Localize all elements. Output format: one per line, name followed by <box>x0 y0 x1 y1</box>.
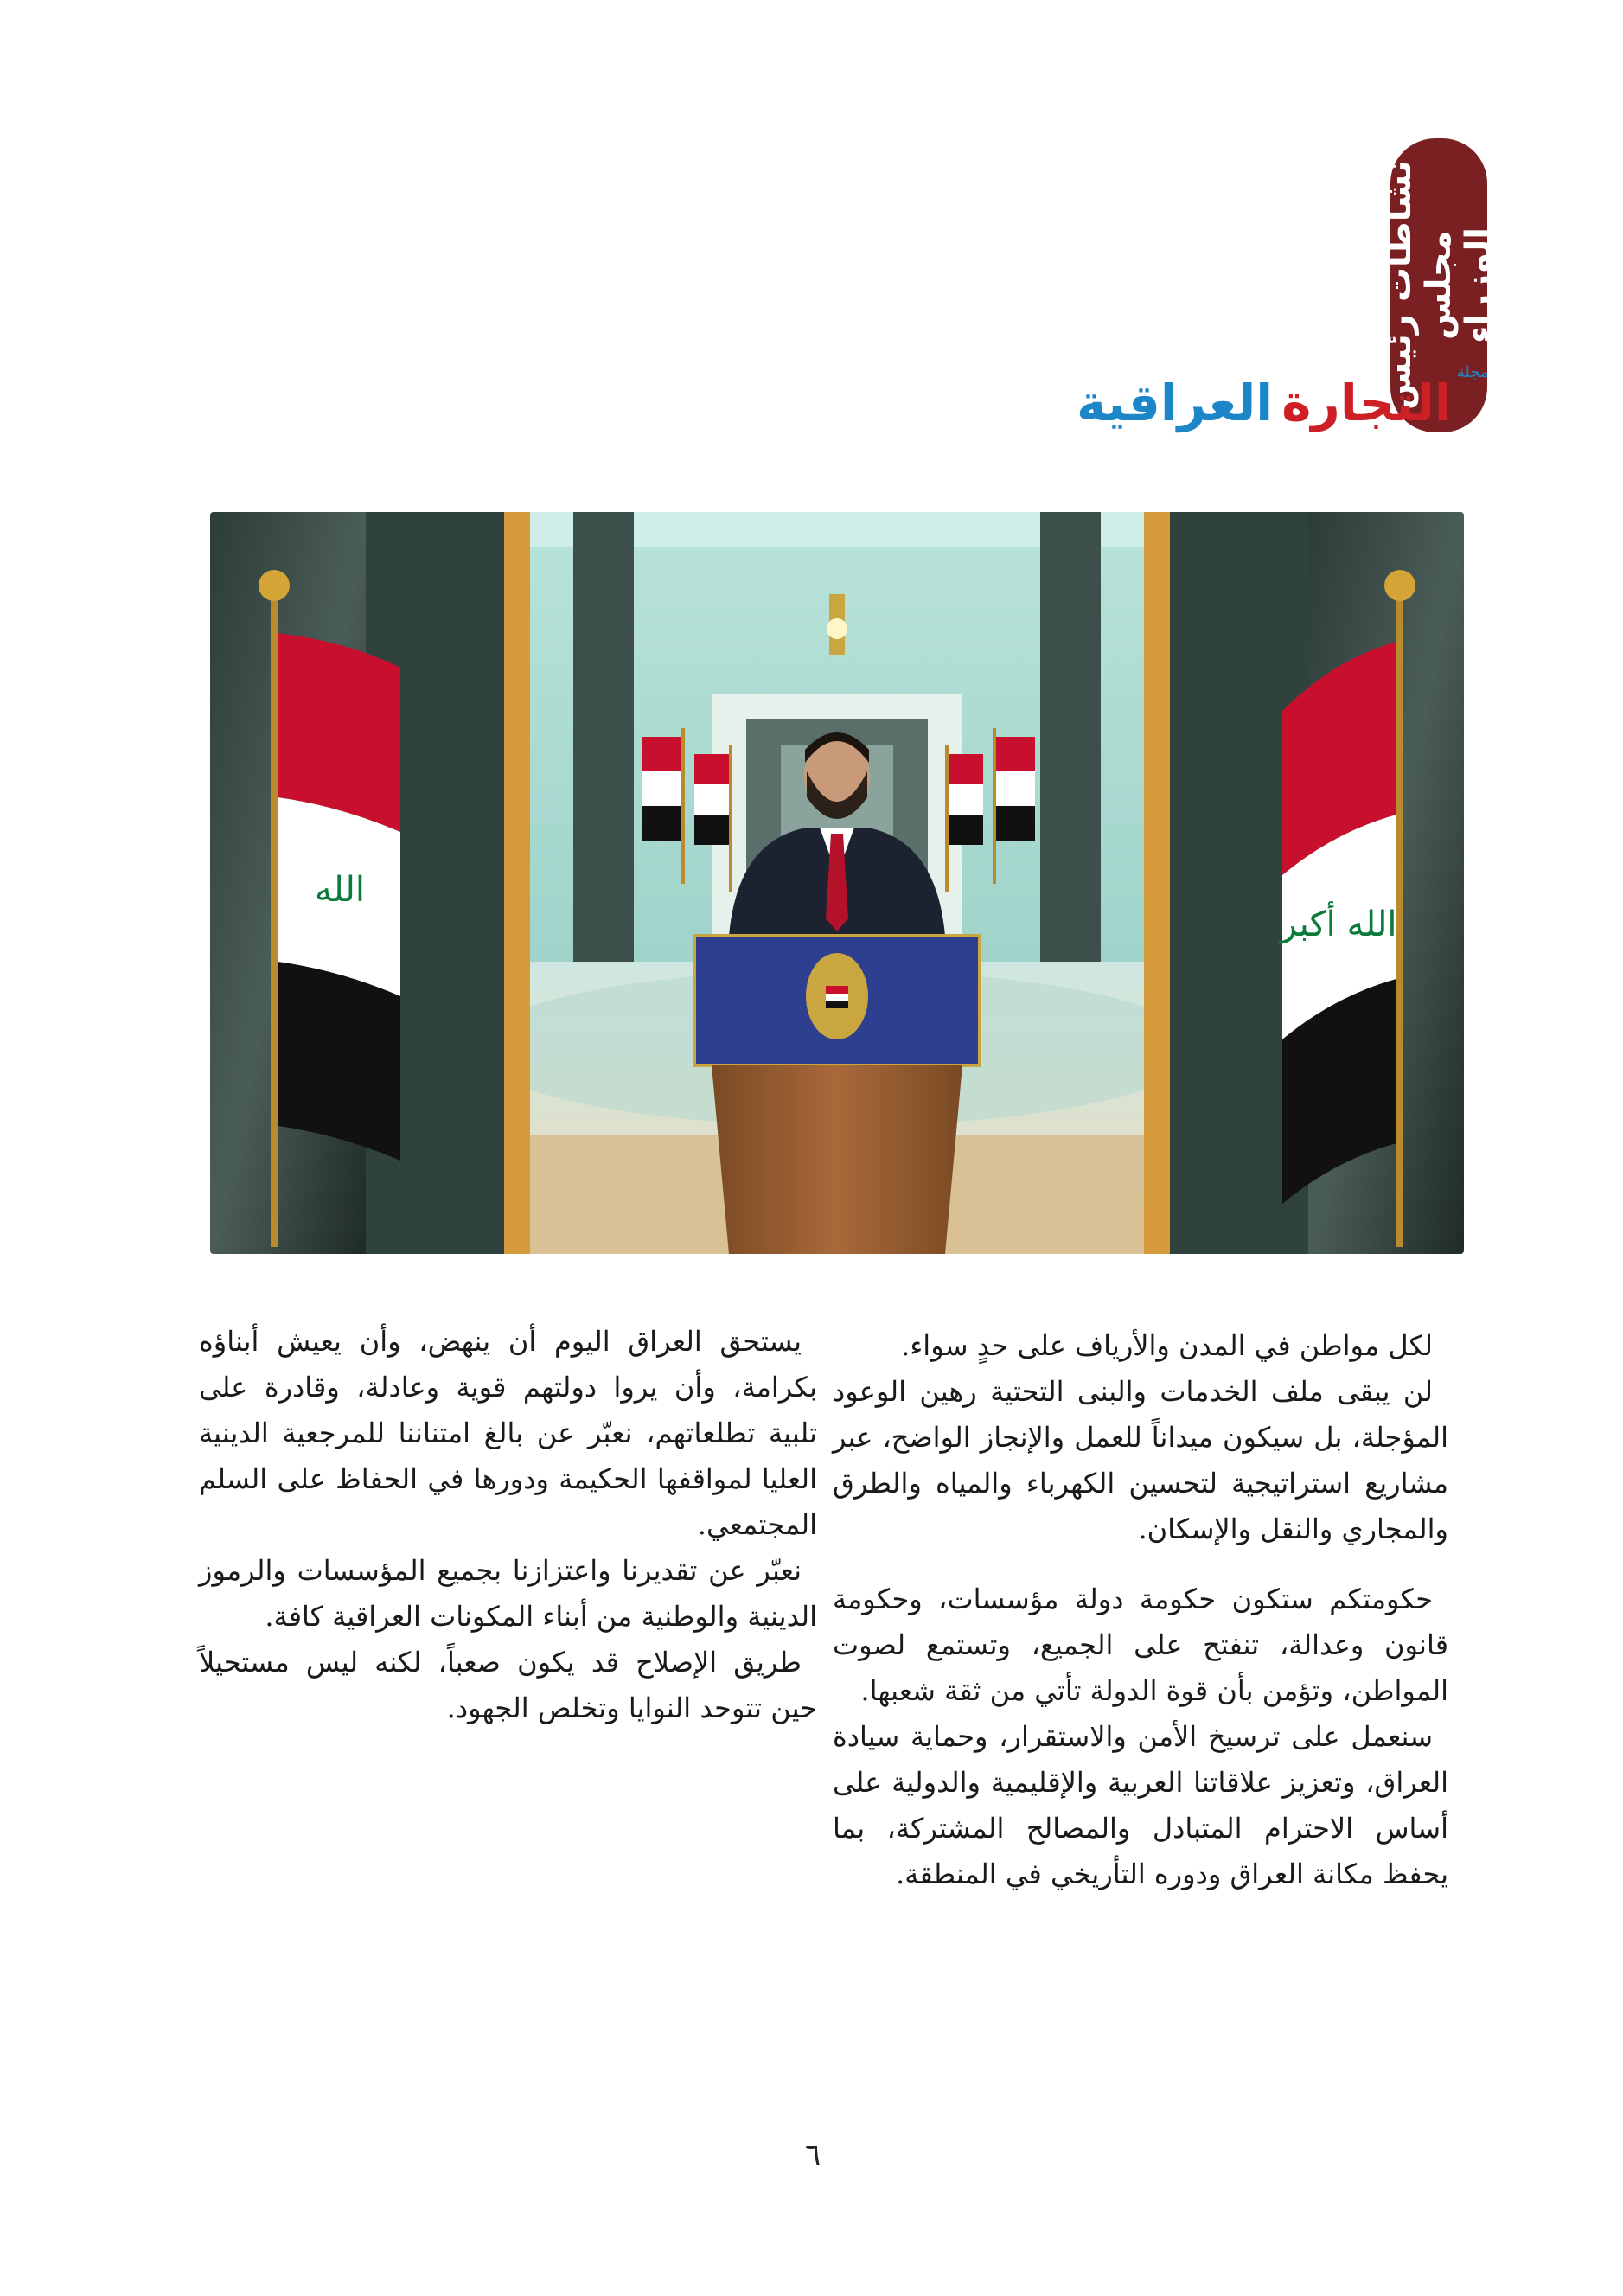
paragraph: يستحق العراق اليوم أن ينهض، وأن يعيش أبناؤه بكرامة، وأن يروا دولتهم قوية وعادلة، وقادرة على تلبية تطلعاتهم، نعبّر عن بالغ امتناننا للمرجعية الدينية العليا لمواقفها الحكيمة ودورها في الحفاظ على السلم المجتمعي. <box>199 1325 817 1541</box>
logo-small-word: مجلة <box>1456 363 1489 381</box>
paragraph: لكل مواطن في المدن والأرياف على حدٍ سواء. <box>901 1329 1433 1362</box>
section-tab-label: نشاطات رئيس مجلس الوزراء <box>1379 160 1498 411</box>
paragraph: لن يبقى ملف الخدمات والبنى التحتية رهين الوعود المؤجلة، بل سيكون ميداناً للعمل والإنجاز الواضح، عبر مشاريع استراتيجية لتحسين الكهرباء والمياه والطرق والمجاري والنقل والإسكان. <box>833 1375 1448 1545</box>
magazine-logo <box>1077 363 1489 432</box>
page-number: ٦ <box>804 2138 821 2172</box>
svg-text:الله أكبر: الله أكبر <box>1280 905 1397 944</box>
paragraph: طريق الإصلاح قد يكون صعباً، لكنه ليس مستحيلاً حين تتوحد النوايا وتخلص الجهود. <box>199 1646 817 1724</box>
logo-word-main: التجارة <box>1281 374 1452 432</box>
paragraph: سنعمل على ترسيخ الأمن والاستقرار، وحماية سيادة العراق، وتعزيز علاقاتنا العربية والإقليمية والدولية على أساس الاحترام المتبادل والمصالح المشتركة، بما يحفظ مكانة العراق ودوره التأريخي في المنطقة. <box>833 1720 1448 1890</box>
text-column-right <box>833 1323 1448 1897</box>
paragraph: نعبّر عن تقديرنا واعتزازنا بجميع المؤسسات والرموز الدينية والوطنية من أبناء المكونات العراقية كافة. <box>199 1554 817 1633</box>
text-column-left <box>199 1319 817 1731</box>
svg-text:الله: الله <box>315 870 365 910</box>
paragraph: حكومتكم ستكون حكومة دولة مؤسسات، وحكومة قانون وعدالة، تنفتح على الجميع، وتستمع لصوت المواطن، وتؤمن بأن قوة الدولة تأتي من ثقة شعبها. <box>833 1583 1448 1707</box>
press-conference-photo <box>210 512 1464 1254</box>
logo-word-second: العراقية <box>1077 374 1274 432</box>
